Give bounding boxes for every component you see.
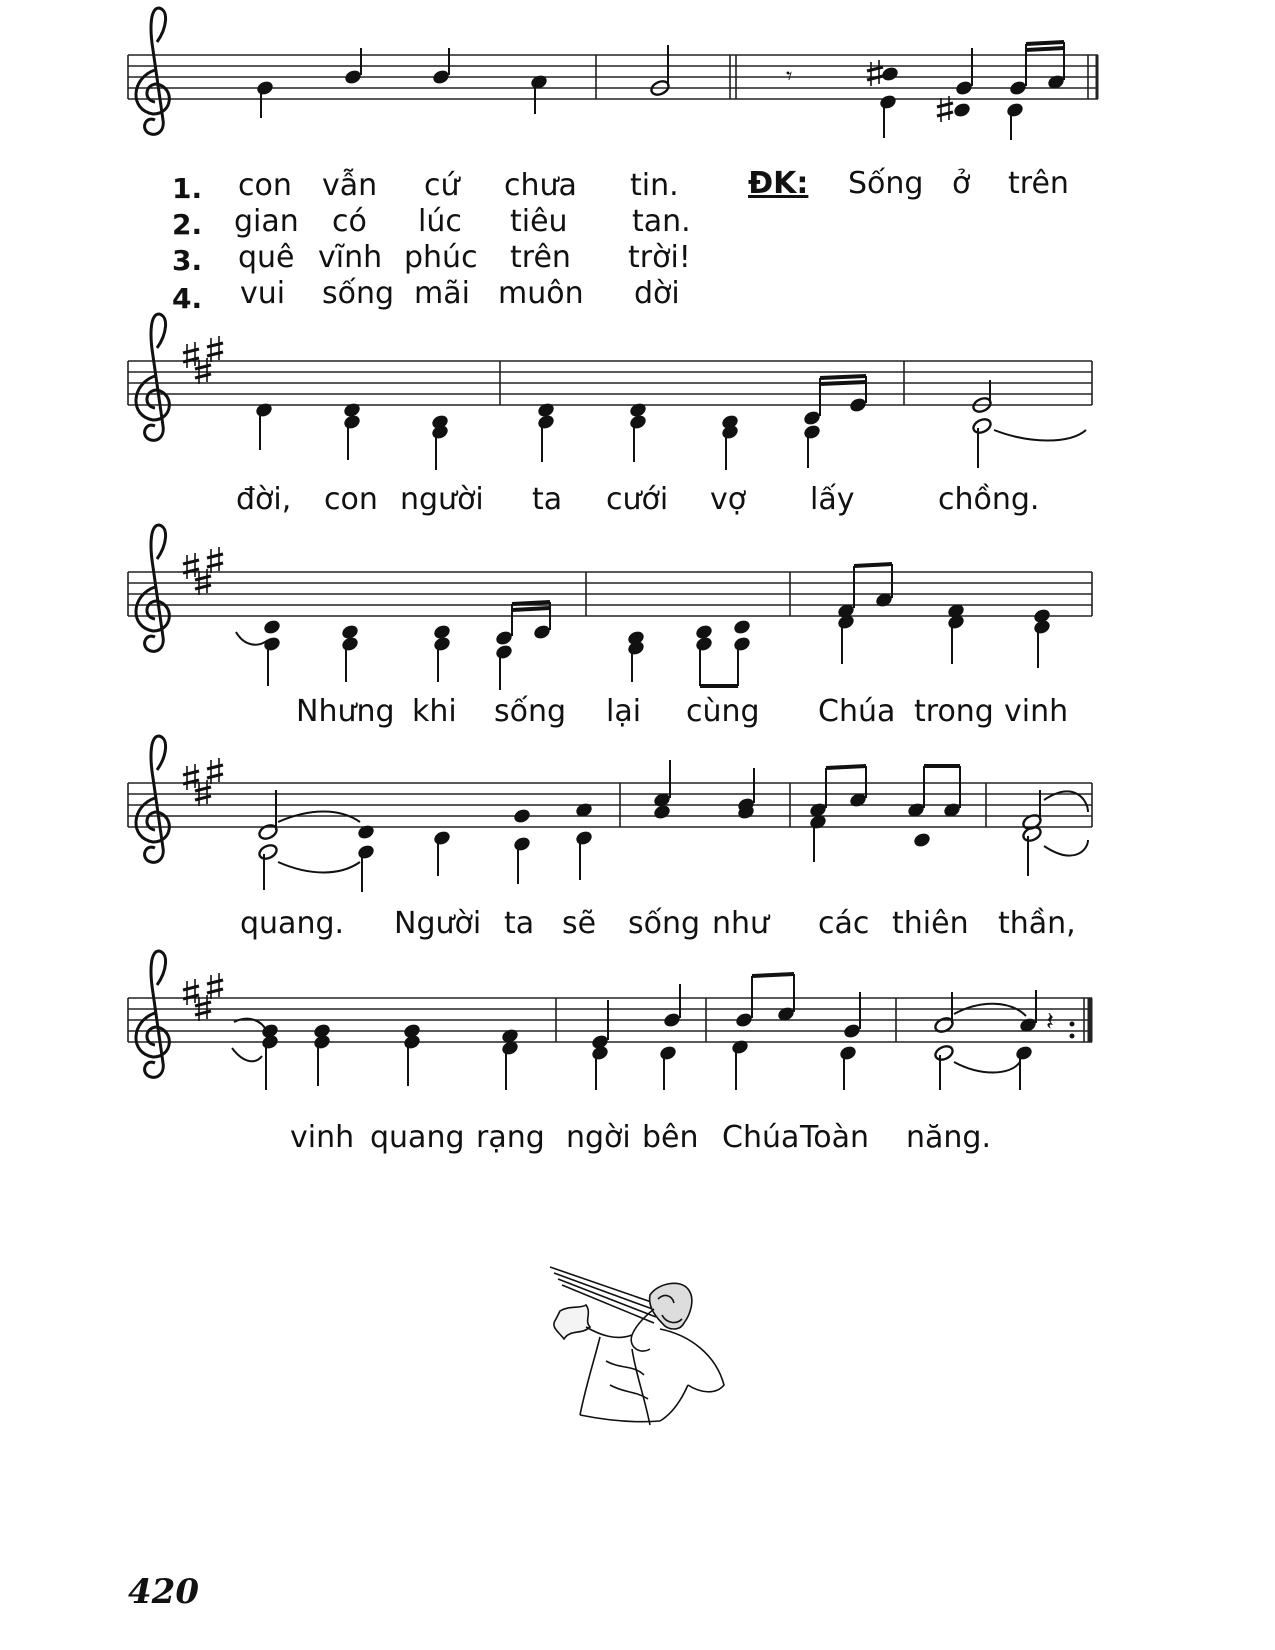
verse-word: mãi <box>414 276 470 311</box>
verse-word: vẫn <box>322 168 378 203</box>
refrain-word: Sống <box>848 166 924 201</box>
refrain-word: ta <box>532 482 563 517</box>
staff-system-1 <box>128 8 1098 140</box>
verse-word: phúc <box>404 240 478 275</box>
verse-number: 4. <box>172 282 203 315</box>
refrain-word: bên <box>642 1120 699 1155</box>
refrain-word: vinh <box>1004 694 1069 729</box>
refrain-word: thần, <box>998 906 1076 941</box>
refrain-word: khi <box>412 694 457 729</box>
verse-word: tiêu <box>510 204 568 239</box>
svg-text:𝄾: 𝄾 <box>786 62 793 90</box>
refrain-word: Nhưng <box>296 694 395 729</box>
refrain-word: chồng. <box>938 482 1040 517</box>
staff-system-2 <box>128 314 1092 470</box>
refrain-word: ta <box>504 906 535 941</box>
verse-word: tan. <box>632 204 691 239</box>
verse-number: 1. <box>172 172 203 205</box>
verse-word: trời! <box>628 240 691 275</box>
staff-system-4 <box>128 736 1092 892</box>
refrain-word: Chúa <box>818 694 896 729</box>
refrain-word: ở <box>952 166 971 201</box>
refrain-word: Toàn <box>800 1120 869 1155</box>
refrain-word: như <box>712 906 770 941</box>
verse-word: chưa <box>504 168 577 203</box>
staff-system-5 <box>128 951 1092 1090</box>
refrain-word: vợ <box>710 482 747 517</box>
verse-number: 3. <box>172 244 203 277</box>
refrain-word: con <box>324 482 378 517</box>
page-number: 420 <box>128 1572 199 1612</box>
refrain-word: lấy <box>810 482 855 517</box>
verse-number: 2. <box>172 208 203 241</box>
refrain-word: người <box>400 482 484 517</box>
refrain-word: lại <box>606 694 642 729</box>
verse-word: gian <box>234 204 299 239</box>
notes-system-1 <box>255 42 1066 140</box>
refrain-word: trong <box>914 694 994 729</box>
refrain-word: sống <box>494 694 567 729</box>
refrain-word: ngời <box>566 1120 631 1155</box>
refrain-word: sống <box>628 906 701 941</box>
verse-word: trên <box>510 240 571 275</box>
refrain-word: Chúa <box>722 1120 800 1155</box>
refrain-word: đời, <box>236 482 292 517</box>
refrain-label: ĐK: <box>748 166 809 201</box>
verse-word: muôn <box>498 276 584 311</box>
verse-word: cứ <box>424 168 460 203</box>
refrain-word: trên <box>1008 166 1069 201</box>
verse-word: quê <box>238 240 295 275</box>
verse-word: dời <box>634 276 680 311</box>
refrain-word: cùng <box>686 694 760 729</box>
verse-word: sống <box>322 276 395 311</box>
jesus-figure-illustration <box>540 1265 730 1435</box>
verse-word: vĩnh <box>318 240 383 275</box>
refrain-word: cưới <box>606 482 669 517</box>
verse-word: vui <box>240 276 286 311</box>
verse-word: con <box>238 168 292 203</box>
refrain-word: quang <box>370 1120 465 1155</box>
refrain-word: Người <box>394 906 482 941</box>
verse-word: lúc <box>418 204 462 239</box>
refrain-word: năng. <box>906 1120 991 1155</box>
refrain-word: rạng <box>476 1120 545 1155</box>
refrain-word: thiên <box>892 906 969 941</box>
refrain-word: sẽ <box>562 906 597 941</box>
refrain-word: các <box>818 906 870 941</box>
refrain-word: quang. <box>240 906 345 941</box>
verse-word: tin. <box>630 168 679 203</box>
staff-system-3 <box>128 525 1092 690</box>
refrain-word: vinh <box>290 1120 355 1155</box>
verse-word: có <box>332 204 367 239</box>
svg-text:𝄽: 𝄽 <box>1046 1007 1054 1037</box>
